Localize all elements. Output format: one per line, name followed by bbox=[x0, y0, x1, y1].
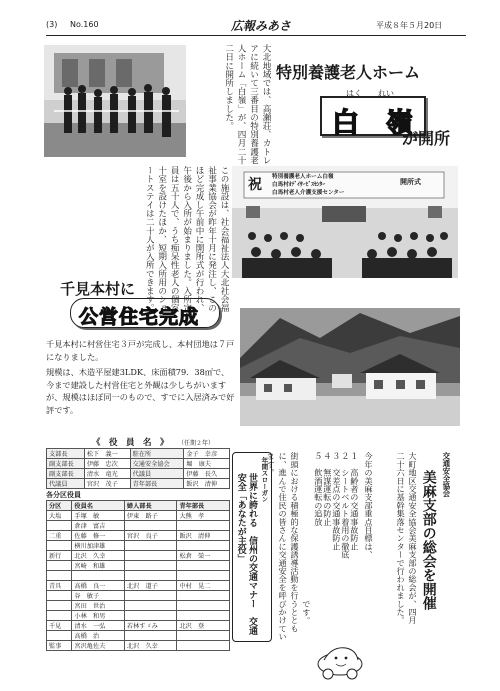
traffic-paragraph-1: 大町地区交通安全協会美麻支部の総会が、四月二十六日に基幹集落センターで行われました。 bbox=[396, 452, 418, 625]
branch-cell: 北沢 登 bbox=[177, 621, 230, 631]
officer-role: 代議員 bbox=[47, 479, 85, 489]
home-intro-text: 大北地域では、高瀬荘、カトレアに続いて三番目の特別養護老人ホーム「白嶺」が、四月二十二日に開所しました。 bbox=[223, 44, 271, 165]
branch-cell: 宮田 世治 bbox=[72, 601, 125, 611]
branch-cell bbox=[72, 571, 125, 581]
slogan-box bbox=[232, 452, 272, 642]
branch-district: 監事 bbox=[47, 641, 72, 651]
branch-cell: 北沢 久幸 bbox=[124, 641, 177, 651]
branch-cell bbox=[177, 561, 230, 571]
branch-district: 青具 bbox=[47, 581, 72, 591]
branch-officers-title: 各分区役員 bbox=[46, 491, 81, 499]
branch-column-header: 婦人部長 bbox=[124, 501, 177, 511]
branch-row bbox=[47, 601, 230, 611]
branch-cell: 宮沢 良子 bbox=[124, 531, 177, 541]
home-headline: 特別養護老人ホーム bbox=[276, 63, 421, 82]
page-number: (3) bbox=[46, 20, 58, 29]
branch-column-header: 分区 bbox=[47, 501, 72, 511]
branch-cell bbox=[177, 611, 230, 621]
branch-district: 二重 bbox=[47, 531, 72, 541]
ribbon-cutting-image bbox=[44, 45, 186, 157]
home-headline-suffix: が開所 bbox=[402, 129, 451, 148]
slogan-text: 世界に誇れる 信州の交通マナー 交通安全「あなたが主役」 bbox=[235, 473, 257, 635]
branch-row bbox=[47, 641, 230, 651]
opening-ceremony-photo bbox=[232, 166, 458, 278]
branch-row bbox=[47, 531, 230, 541]
officers-table bbox=[46, 448, 230, 489]
officer-name: 伊藤 忠次 bbox=[84, 459, 130, 469]
branch-row bbox=[47, 561, 230, 571]
branch-cell bbox=[124, 521, 177, 531]
branch-cell: 倉津 富吉 bbox=[72, 521, 125, 531]
branch-row bbox=[47, 611, 230, 621]
officers-term: （任期２年） bbox=[178, 440, 215, 447]
officer-row bbox=[47, 459, 230, 469]
page-header bbox=[46, 14, 466, 36]
branch-cell bbox=[124, 601, 177, 611]
traffic-goal-1: １ 高齢者の交通事故防止 bbox=[349, 452, 360, 551]
ceremony-sign-mark: 祝 bbox=[248, 177, 262, 193]
branch-district bbox=[47, 591, 72, 601]
officer-name: 伊藤 長久 bbox=[184, 469, 230, 479]
branch-district bbox=[47, 541, 72, 551]
branch-district: 新行 bbox=[47, 551, 72, 561]
branch-cell: 北沢 道子 bbox=[124, 581, 177, 591]
traffic-kicker: 交通安全協会 bbox=[441, 452, 451, 497]
public-housing-image bbox=[240, 308, 460, 426]
traffic-paragraph-4: 街頭における積極的な保護誘導活動を行うとともに、進んで住民の皆さんに交通安全を呼びかけています。 bbox=[266, 452, 300, 641]
housing-paragraph-2: 規模は、木造平屋建3LDK、床面積79．38㎡で、今まで建設した村営住宅と外観は少しちがいますが、規模はほぼ同一のもので、すでに入居済みで好評です。 bbox=[46, 367, 235, 416]
branch-district: 千見 bbox=[47, 621, 72, 631]
branch-district bbox=[47, 611, 72, 621]
branch-cell: 小林 和男 bbox=[72, 611, 125, 621]
branch-officers-table bbox=[46, 500, 230, 651]
branch-row bbox=[47, 581, 230, 591]
branch-district bbox=[47, 631, 72, 641]
ribbon-cutting-photo bbox=[44, 45, 186, 157]
branch-district bbox=[47, 521, 72, 531]
officer-role: 代議員 bbox=[130, 469, 184, 479]
branch-cell: 高橋 治 bbox=[72, 631, 125, 641]
branch-district: 大塩 bbox=[47, 511, 72, 521]
branch-cell bbox=[177, 571, 230, 581]
officer-role: 交通安全協会 bbox=[130, 459, 184, 469]
ceremony-sign-line-3: 白馬村老人介護支援センター bbox=[272, 190, 345, 196]
traffic-goals-list bbox=[313, 452, 360, 632]
branch-cell bbox=[177, 631, 230, 641]
officer-role: 支部長 bbox=[47, 449, 85, 459]
branch-row bbox=[47, 621, 230, 631]
branch-cell: 手塚 敏 bbox=[72, 511, 125, 521]
branch-cell: 清水 一弘 bbox=[72, 621, 125, 631]
officer-row bbox=[47, 469, 230, 479]
branch-cell bbox=[177, 641, 230, 651]
officer-row bbox=[47, 449, 230, 459]
home-body-text: この施設は、社会福祉法人大北社会福祉事業協会が昨年十月に発注し、このほど完成し午前中に開所式が行われ、午後から入所が始まりました。入所定員は五十人で、うち痴呆性老人の個室十室を設けたほか、短期入所用のショートステイは二十人が入所できます。 bbox=[144, 166, 229, 313]
officer-role: 青年部長 bbox=[130, 479, 184, 489]
officer-name: 堀 康夫 bbox=[184, 459, 230, 469]
branch-cell: 高橋 良一 bbox=[72, 581, 125, 591]
housing-paragraph-1: 千見本村に村営住宅３戸が完成し、本村団地は７戸になりました。 bbox=[46, 339, 235, 362]
officer-name: 清水 竜光 bbox=[84, 469, 130, 479]
slogan-label: 年間スローガン bbox=[260, 457, 269, 503]
branch-cell bbox=[177, 521, 230, 531]
branch-cell: 伊東 路子 bbox=[124, 511, 177, 521]
officer-name: 松下 義一 bbox=[84, 449, 130, 459]
branch-column-header: 青年部長 bbox=[177, 501, 230, 511]
ceremony-sign-line-1: 特別養護老人ホーム白嶺 bbox=[272, 174, 334, 180]
branch-cell bbox=[124, 571, 177, 581]
traffic-paragraph-2: 今年の美麻支部重点目標は、 bbox=[364, 452, 374, 559]
branch-row bbox=[47, 541, 230, 551]
traffic-goal-4: ４ 無謀運転の防止 bbox=[322, 452, 333, 526]
branch-row bbox=[47, 631, 230, 641]
home-name: 白 嶺 bbox=[332, 108, 413, 139]
issue-date: 平成８年５月20日 bbox=[376, 21, 443, 30]
newsletter-title: 広報みあさ bbox=[231, 19, 292, 33]
branch-cell: 松倉 榮一 bbox=[177, 551, 230, 561]
branch-row bbox=[47, 521, 230, 531]
branch-cell: 飯沢 清伸 bbox=[177, 531, 230, 541]
branch-cell bbox=[124, 541, 177, 551]
branch-cell bbox=[124, 631, 177, 641]
traffic-goal-3: ３ 交差点の交通事故防止 bbox=[331, 452, 342, 551]
branch-cell: 若林すゞみ bbox=[124, 621, 177, 631]
issue-number: No.160 bbox=[70, 20, 99, 29]
traffic-goal-5: ５ 飲酒運転の追放 bbox=[313, 452, 324, 526]
officer-name: 飯沢 清伸 bbox=[184, 479, 230, 489]
branch-district bbox=[47, 601, 72, 611]
branch-cell: 佐藤 修一 bbox=[72, 531, 125, 541]
branch-cell bbox=[177, 601, 230, 611]
branch-cell bbox=[124, 561, 177, 571]
branch-column-header: 役員名 bbox=[72, 501, 125, 511]
branch-row bbox=[47, 511, 230, 521]
traffic-title: 美麻支部の総会を開催 bbox=[420, 470, 437, 610]
branch-district bbox=[47, 571, 72, 581]
officer-role: 副支部長 bbox=[47, 469, 85, 479]
branch-cell bbox=[177, 591, 230, 601]
officer-role: 副支部長 bbox=[47, 459, 85, 469]
traffic-goal-2: ２ シートベルト着用の徹底 bbox=[340, 452, 351, 559]
home-reading: はく れい bbox=[346, 89, 394, 98]
officer-name: 宮沢 茂子 bbox=[84, 479, 130, 489]
branch-cell: 大熊 孝 bbox=[177, 511, 230, 521]
branch-row bbox=[47, 551, 230, 561]
officer-name: 金子 幸彦 bbox=[184, 449, 230, 459]
branch-cell: 谷 敏子 bbox=[72, 591, 125, 601]
branch-cell: 中村 晃二 bbox=[177, 581, 230, 591]
branch-cell bbox=[124, 551, 177, 561]
branch-district bbox=[47, 561, 72, 571]
ceremony-sign-tail: 開所式 bbox=[400, 178, 421, 186]
branch-cell bbox=[124, 591, 177, 601]
branch-cell: 北沢 久幸 bbox=[72, 551, 125, 561]
ceremony-sign-line-2: 白馬村ｵﾃﾞｲｻｰﾋﾞｽｾﾝﾀｰ bbox=[272, 182, 326, 188]
housing-title-1: 千見本村に bbox=[60, 280, 136, 298]
housing-title-box bbox=[70, 298, 220, 328]
branch-cell: 横川加津雄 bbox=[72, 541, 125, 551]
branch-cell: 宮崎 和雄 bbox=[72, 561, 125, 571]
branch-row bbox=[47, 571, 230, 581]
officer-row bbox=[47, 479, 230, 489]
officers-title: 《 役 員 名 》 bbox=[92, 438, 169, 448]
opening-ceremony-image bbox=[232, 166, 458, 278]
public-housing-photo bbox=[240, 308, 460, 426]
housing-title-2: 公営住宅完成 bbox=[79, 306, 200, 328]
branch-cell bbox=[177, 541, 230, 551]
traffic-paragraph-3: です。 bbox=[301, 600, 312, 625]
branch-row bbox=[47, 591, 230, 601]
branch-cell: 宮沢亀佐夫 bbox=[72, 641, 125, 651]
branch-cell bbox=[124, 611, 177, 621]
officer-role: 駐在所 bbox=[130, 449, 184, 459]
cartoon-car-icon bbox=[310, 640, 370, 684]
